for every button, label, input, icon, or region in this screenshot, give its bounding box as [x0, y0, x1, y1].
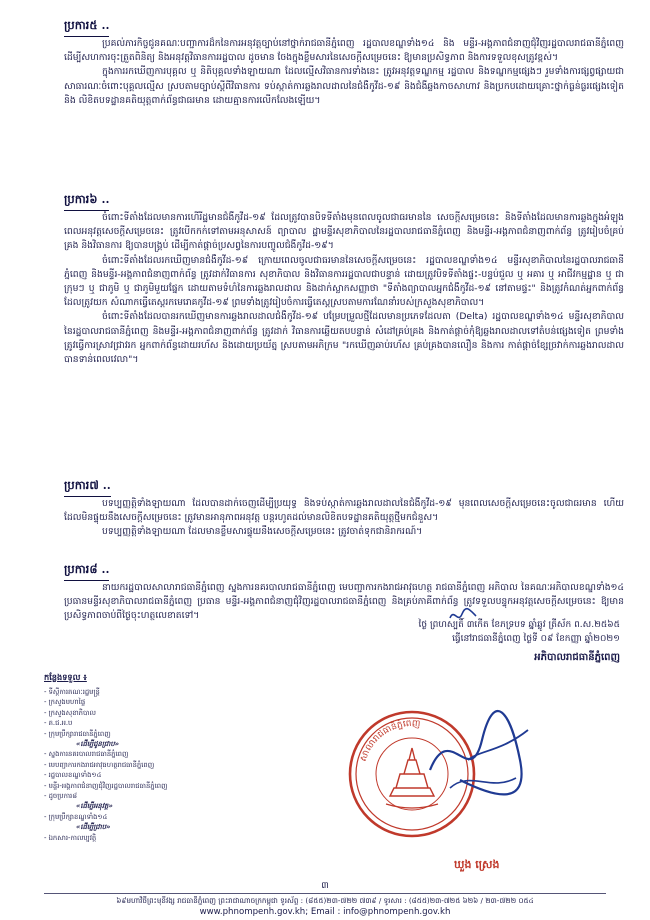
article-7-paragraph-1: បទប្បញ្ញត្តិទាំងឡាយណា ដែលបានដាក់ចេញដើម្បីប្រយុទ្ធ និងទប់ស្កាត់ការឆ្លងរាលដាលនៃជំងឺកូវីដ-១៩ មុនពេលសេចក្តីសម្រេចនេះចូលជាធរមាន ហើយដែលមិនផ្ទុយនឹងសេចក្តីសម្រេចនេះ ត្រូវមានអានុភាពអនុវត្ត បន្តរហូតដល់មានលិខិតបទដ្ឋានគតិយុត្តថ្មីមកជំនួស។: [64, 498, 624, 524]
article-6-paragraph-2: ចំពោះទីតាំងដែលរកឃើញមានជំងឺកូវីដ-១៩ ក្រោយពេលចូលជាធរមាននៃសេចក្តីសម្រេចនេះ រដ្ឋបាលខណ្ឌទាំង១៤ មន្ទីរសុខាភិបាលនៃរដ្ឋបាលរាជធានីភ្នំពេញ និងមន្ទីរ-អង្គភាពជំនាញពាក់ព័ន្ធ ត្រូវដាក់វិធានការ សុខាភិបាល និងវិធានការរដ្ឋបាលជាបន្ទាន់ ដោយត្រូវបិទទីតាំងផ្ទះ-បន្ទប់ជួល ឬ អគារ ឬ អាជីវកម្មដ្ឋាន ឬ ជាក្រុមៗ ឬ ជាភូមិ ឬ ជាភូមិមួយផ្នែក ដោយតាមទំហំនៃការឆ្លងរាលដាល និងដាក់ស្លាកសញ្ញាថា "ទីតាំងព្យាបាលអ្នកជំងឺកូវីដ-១៩ នៅតាមផ្ទះ" និងត្រូវកំណត់អ្នកពាក់ព័ន្ធដែលត្រូវយក សំណាកធ្វើតេស្តរកមេរោគកូវីដ-១៩ ព្រមទាំងត្រូវរៀបចំការធ្វើតេស្តស្របតាមការណែនាំរបស់ក្រសួងសុខាភិបាល។: [64, 254, 624, 309]
article-7-title: ប្រការ៧ ..: [64, 478, 111, 497]
article-6: [64, 188, 624, 367]
article-5-title: ប្រការ៥ ..: [64, 18, 109, 37]
signer-name: ឃួង ស្រេង: [454, 858, 500, 871]
article-7: [64, 474, 624, 540]
recipient-group-note: «ដើម្បីអនុវត្ត»: [76, 802, 113, 811]
article-5-paragraph-1: ប្រគល់ភារកិច្ចជូនគណៈបញ្ជាការដ៏កនៃការអនុវត្តច្បាប់នៅថ្នាក់រាជធានីភ្នំពេញ រដ្ឋបាលខណ្ឌទាំង១៤ និង មន្ទីរ-អង្គភាពជំនាញជុំវិញរដ្ឋបាលរាជធានីភ្នំពេញ ដើម្បីសហការចុះត្រួតពិនិត្យ និងអនុវត្តវិធានការរដ្ឋបាល ដូចមាន ចែងក្នុងខ្លឹមសារនៃសេចក្តីសម្រេចនេះ ឱ្យមានប្រសិទ្ធភាព និងការទទួលខុសត្រូវខ្ពស់។: [64, 38, 624, 64]
article-6-title: ប្រការ៦ ..: [64, 192, 109, 211]
recipient-item: - ស្នងការនគរបាលរាជធានីភ្នំពេញ: [44, 750, 129, 759]
footer-address: ៦៩មហាវិថីព្រះមុនីវង្ស រាជធានីភ្នំពេញ ព្រះរាជាណាចក្រកម្ពុជា ទូរស័ព្ទ : (៨៥៥)២៣-៧២២ ៧៣៩ / ទូរសារ : (៨៥៥)២៣-៧២៥ ៦២៦ / ២៣-៧២២ ០៥៤: [116, 896, 534, 905]
recipient-item: - គ.ជ.អ.ប: [44, 719, 73, 728]
recipient-item: - មេបញ្ជាការកងរាជអាវុធហត្ថរាជធានីភ្នំពេញ: [44, 760, 155, 769]
lunar-date: ថ្ងៃ ព្រហស្បតិ៍ ៣កើត ខែភទ្របទ ឆ្នាំឆ្លូវ ត្រីស័ក ព.ស.២៥៦៥: [418, 620, 620, 630]
article-6-paragraph-3: ចំពោះទីតាំងដែលបានរកឃើញមានការឆ្លងរាលដាលជំងឺកូវីដ-១៩ បម្រែបម្រួលថ្មីដែលមានប្រភេទដែលតា (Delta) រដ្ឋបាលខណ្ឌទាំង១៤ មន្ទីរសុខាភិបាលនៃរដ្ឋបាលរាជធានីភ្នំពេញ និងមន្ទីរ-អង្គភាពជំនាញពាក់ព័ន្ធ ត្រូវដាក់ វិធានការឆ្លើយតបបន្ទាន់ សំដៅគ្រប់គ្រង និងកាត់ផ្តាច់កុំឱ្យឆ្លងរាលដាលទៅតំបន់ផ្សេងទៀត ព្រមទាំងត្រូវធ្វើការស្រាវជ្រាវរក អ្នកពាក់ព័ន្ធដោយរហ័ស និងដោយប្រយ័ត្ន ស្របតាមអភិក្រម "រកឃើញឆាប់រហ័ស គ្រប់គ្រងបានលឿន និងការ កាត់ផ្តាច់ខ្សែច្រវាក់ការឆ្លងរាលដាលបានទាន់ពេលវេលា"។: [64, 311, 624, 366]
recipient-item: - ក្រុមប្រឹក្សារាជធានីភ្នំពេញ: [44, 729, 111, 738]
recipient-item: - មន្ទីរ-អង្គភាពជំនាញជុំវិញរដ្ឋបាលរាជធានីភ្នំពេញ: [44, 781, 168, 790]
page-number: ៣: [321, 881, 329, 891]
article-7-paragraph-2: បទប្បញ្ញត្តិទាំងឡាយណា ដែលមានខ្លឹមសារផ្ទុយនឹងសេចក្តីសម្រេចនេះ ត្រូវចាត់ទុកជានិរាករណ៍។: [102, 526, 423, 538]
stamp-seal-text: សាលារាជធានីភ្នំពេញ: [358, 718, 421, 764]
signature-icon: [420, 700, 540, 800]
recipients-heading: កន្លែងទទួល ៖: [44, 672, 87, 682]
solar-date: ធ្វើនៅរាជធានីភ្នំពេញ ថ្ងៃទី ០៩ ខែកញ្ញា ឆ្នាំ២០២១: [452, 634, 620, 644]
signature-block: [320, 618, 620, 665]
recipient-item: - ក្រុមប្រឹក្សាខណ្ឌទាំង១៤: [44, 812, 108, 821]
article-6-paragraph-1: ចំពោះទីតាំងដែលមានការហើរីដ្ឋមានជំងឺកូវីដ-១៩ ដែលត្រូវបានបិទទីតាំងមុនពេលចូលជាធរមាននៃ សេចក្តីសម្រេចនេះ និងទីតាំងដែលមានការឆ្លងក្នុងអំឡុងពេលអនុវត្តសេចក្តីសម្រេចនេះ ត្រូវបើកកក់ទៅតាមអនុសាសន៍ ព្យាបាល ដ្ឋាមន្ទីរសុខាភិបាលនៃរដ្ឋបាលរាជធានីភ្នំពេញ និងមន្ទីរ-អង្គភាពជំនាញពាក់ព័ន្ធ ត្រូវរៀបចំគ្រប់គ្រង និងវិធានការ ឱ្យបានបង្គ្រប់ ដើម្បីកាត់ផ្តាច់ប្រសព្វនៃការបញ្ចូលជំងឺកូវីដ-១៩។: [64, 212, 624, 252]
article-8: [64, 558, 624, 624]
article-8-title: ប្រការ៨ ..: [64, 562, 109, 581]
article-5-paragraph-2: ក្នុងការរកឃើញការបុគ្គល ឬ និតិបុគ្គលទាំងឡាយណា ដែលល្មើសវិធានការទាំងនេះ ត្រូវអនុវត្តទណ្ឌកម្ម រដ្ឋបាល និងទណ្ឌកម្មផ្សេងៗ រួមទាំងការផ្សព្វផ្សាយជាសាធារណៈចំពោះបុគ្គលល្មើស ស្របតាមច្បាប់ស្តីពីវិធានការ ទប់ស្កាត់ការឆ្លងរាលដាលនៃជំងឺកូវីដ-១៩ និងជំងឺឆ្លងកាចសាហាវ និងប្រកបដោយគ្រោះថ្នាក់ធ្ងន់ធ្ងរផ្សេងទៀត និង លិខិតបទដ្ឋានគតិយុត្តពាក់ព័ន្ធជាធរមាន ដោយគ្មានការលើកលែងឡើយ។: [64, 66, 624, 106]
recipient-item: - រដ្ឋបាលខណ្ឌទាំង១៤: [44, 771, 102, 780]
recipient-item: - ដូចប្រការ៨: [44, 792, 78, 801]
article-8-paragraph-1: នាយករដ្ឋបាលសាលារាជធានីភ្នំពេញ ស្នងការនគរបាលរាជធានីភ្នំពេញ មេបញ្ជាការកងរាជអាវុធហត្ថ រាជធានីភ្នំពេញ អភិបាល នៃគណៈអភិបាលខណ្ឌទាំង១៤ ប្រធានមន្ទីរសុខាភិបាលរាជធានីភ្នំពេញ ប្រធាន មន្ទីរ-អង្គភាពជំនាញជុំវិញរដ្ឋបាលរាជធានីភ្នំពេញ និងគ្រប់ភាគីពាក់ព័ន្ធ ត្រូវទទួលបន្ទុកអនុវត្តសេចក្តីសម្រេចនេះ ឱ្យមានប្រសិទ្ធភាពចាប់ពីថ្ងៃចុះហត្ថលេខាតទៅ។: [64, 582, 624, 622]
recipient-group-note: «ដើម្បីជូនជ្រាប»: [76, 740, 120, 749]
footer-divider: [44, 893, 606, 894]
recipient-group-note: «ដើម្បីជ្រាប»: [76, 823, 111, 832]
recipient-item: - ក្រសួងសុខាភិបាល: [44, 708, 96, 717]
recipient-item: - ក្រសួងមហាផ្ទៃ: [44, 698, 86, 707]
footer-web-email: www.phnompenh.gov.kh; Email : info@phnompenh.gov.kh: [199, 907, 451, 917]
recipient-item: - ទីស្តីការគណៈរដ្ឋមន្ត្រី: [44, 688, 100, 696]
article-5: [64, 14, 624, 108]
signer-title: អភិបាលរាជធានីភ្នំពេញ: [534, 652, 620, 663]
recipient-item: - ឯកសារ-កាលប្បវត្តិ: [44, 833, 97, 842]
recipients-list: [44, 672, 274, 843]
